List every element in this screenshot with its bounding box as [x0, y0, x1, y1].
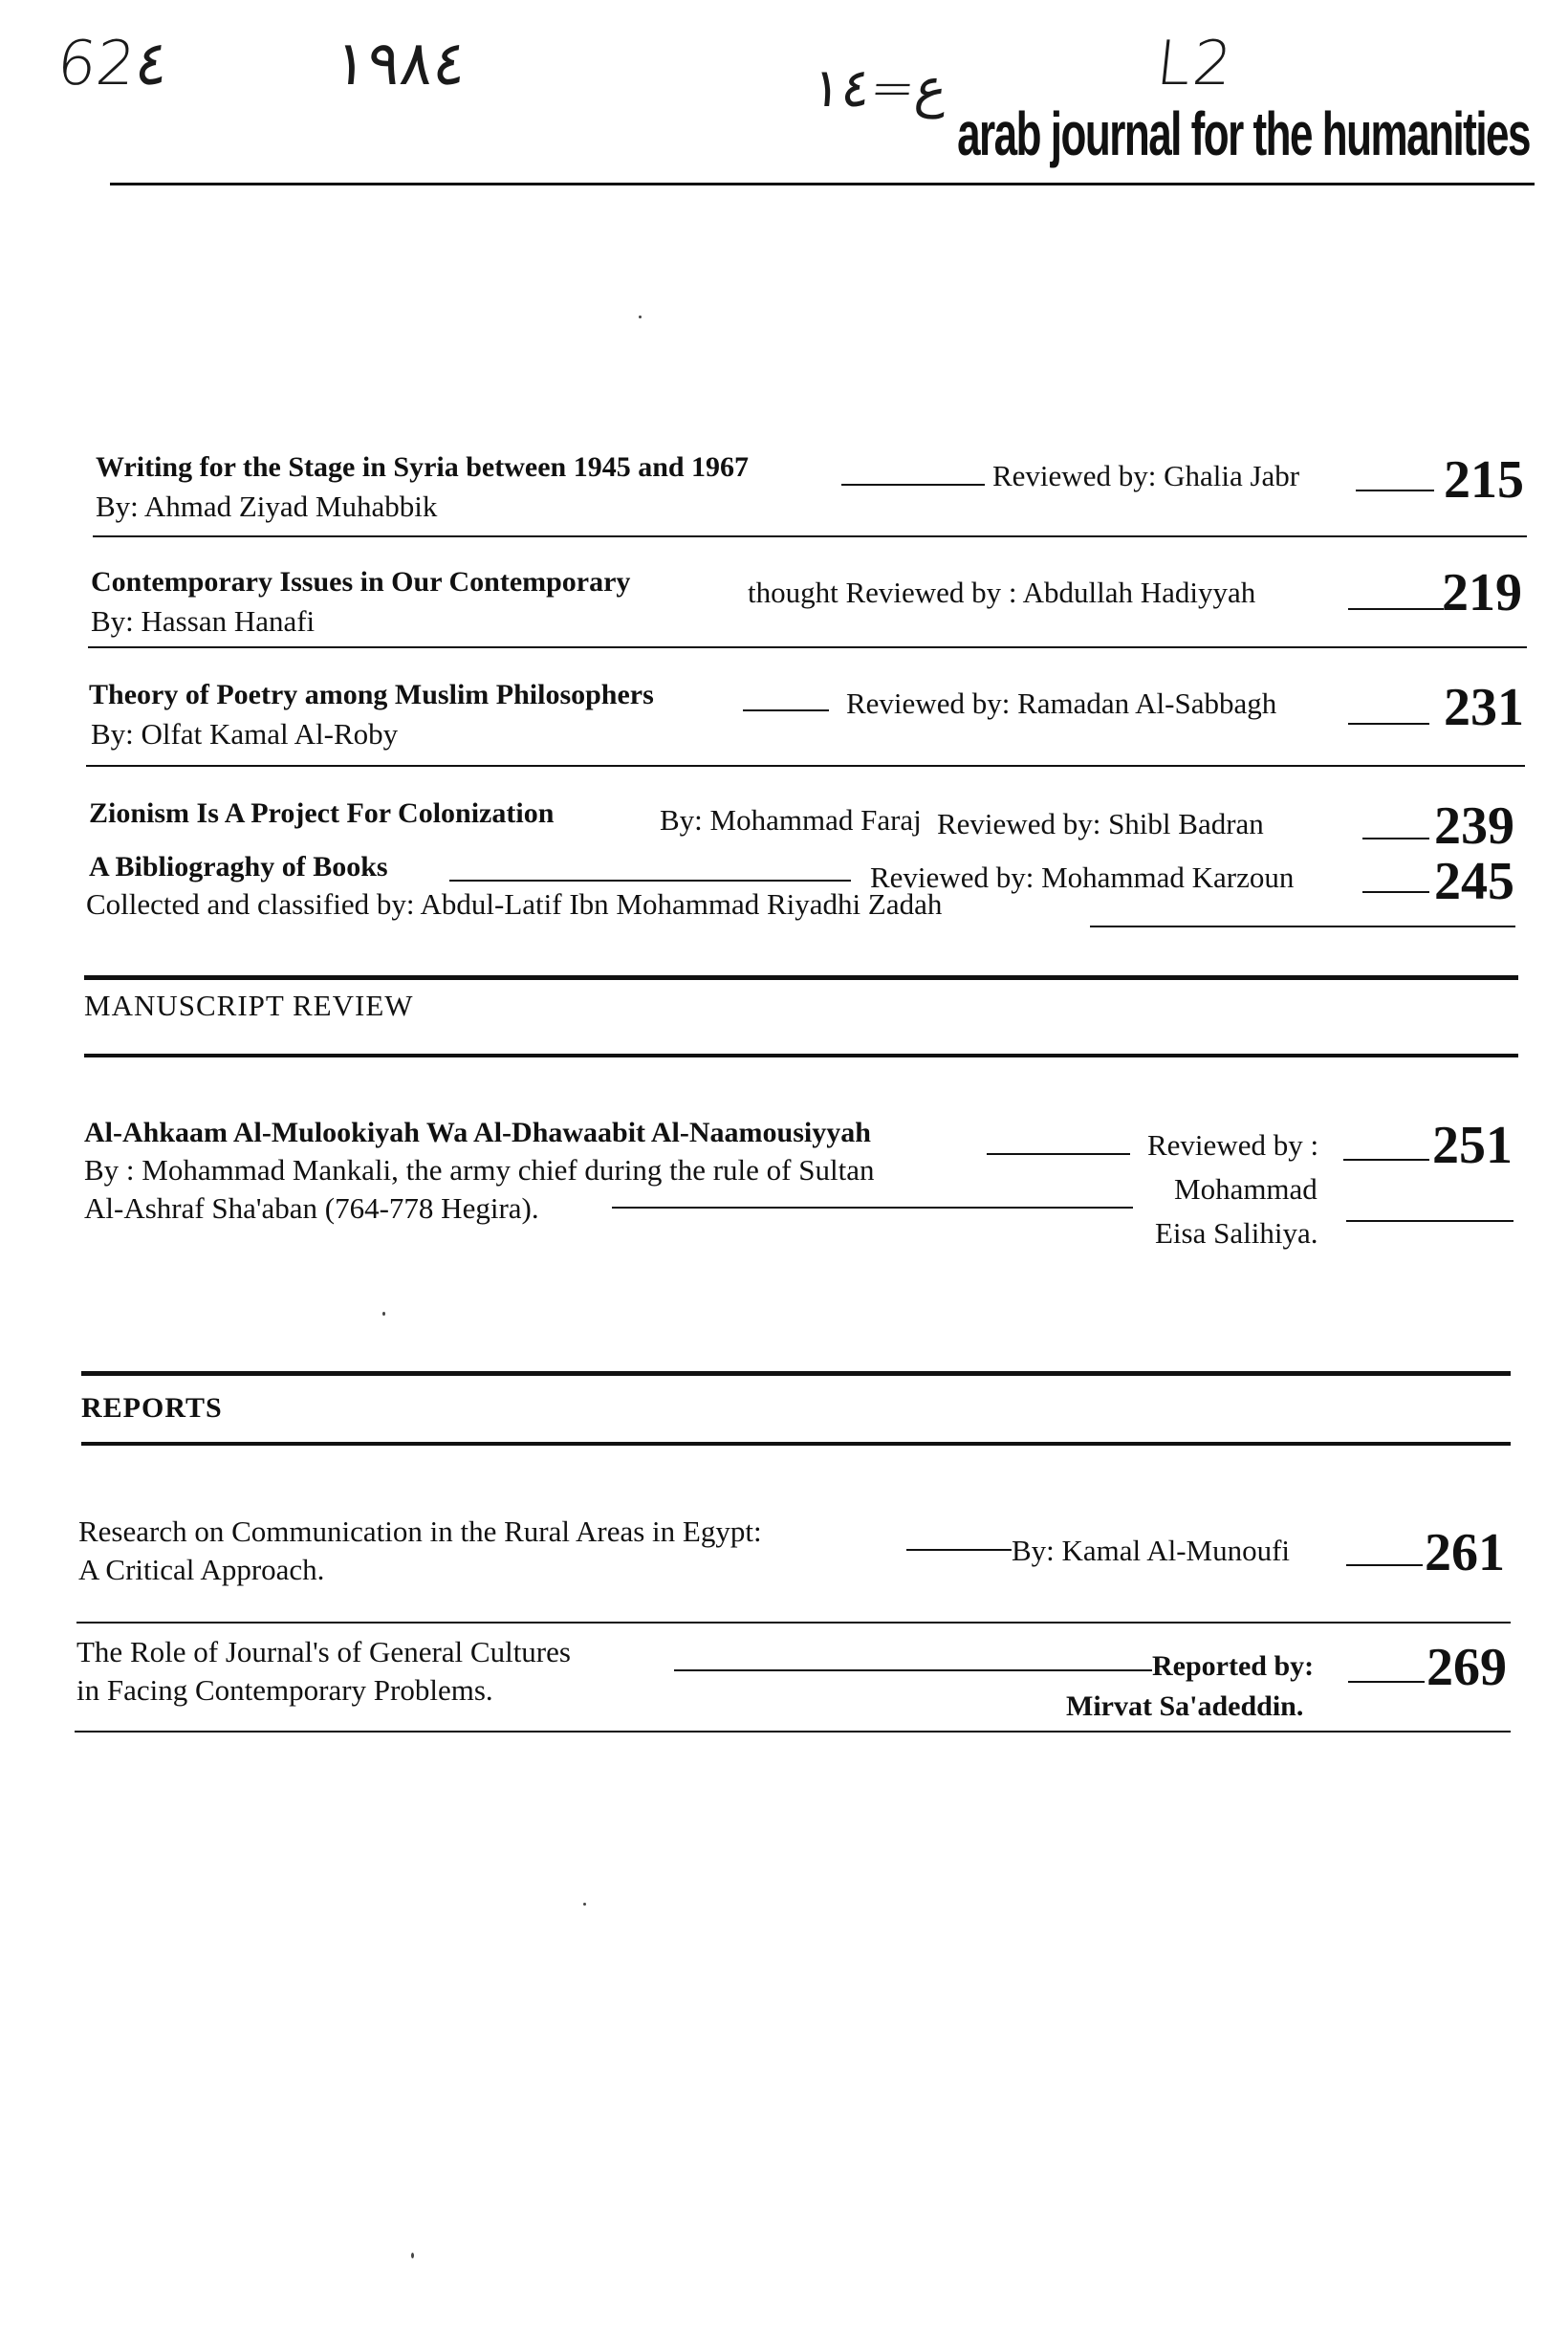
report-author: By: Kamal Al-Munoufi — [1012, 1534, 1291, 1567]
manuscript-title: Al-Ahkaam Al-Mulookiyah Wa Al-Dhawaabit Al-Naamousiyyah — [84, 1117, 871, 1148]
report-author-name: Mirvat Sa'adeddin. — [1066, 1690, 1304, 1722]
manuscript-reviewer-label: Reviewed by : — [1147, 1128, 1319, 1162]
report-author-label: Reported by: — [1152, 1650, 1315, 1682]
leader-line — [1346, 1564, 1423, 1566]
page-number: 219 — [1442, 563, 1522, 622]
page-number: 231 — [1444, 678, 1524, 737]
section-rule — [81, 1442, 1511, 1446]
leader-line — [743, 709, 829, 711]
leader-line — [1346, 1220, 1514, 1222]
handwritten-issue: ع=١٤ — [809, 57, 950, 120]
scan-speck — [583, 1903, 586, 1906]
leader-line — [612, 1207, 1133, 1209]
manuscript-reviewer-name: Mohammad — [1174, 1172, 1318, 1206]
leader-line — [1343, 1159, 1429, 1161]
page-number: 239 — [1434, 796, 1514, 856]
entry-reviewer: Reviewed by: Mohammad Karzoun — [870, 861, 1295, 894]
page-number: 245 — [1434, 852, 1514, 911]
section-rule — [81, 1371, 1511, 1376]
entry-reviewer: Reviewed by: Ramadan Al-Sabbagh — [846, 687, 1277, 720]
header-rule — [110, 183, 1535, 185]
entry-divider — [93, 535, 1527, 537]
leader-line — [1348, 608, 1444, 610]
page-number: 261 — [1425, 1523, 1505, 1582]
entry-divider — [76, 1622, 1511, 1624]
entry-title: Writing for the Stage in Syria between 1945 and 1967 — [96, 451, 750, 483]
entry-reviewer: Reviewed by: Shibl Badran — [937, 807, 1264, 840]
leader-line — [1090, 926, 1515, 927]
leader-line — [449, 880, 851, 882]
scan-speck — [411, 2253, 414, 2258]
section-rule — [84, 975, 1518, 980]
leader-line — [1362, 838, 1429, 839]
entry-title: Theory of Poetry among Muslim Philosophers — [89, 679, 654, 710]
leader-line — [1362, 891, 1429, 893]
handwritten-mark: 62٤ — [54, 29, 172, 99]
entry-divider — [86, 765, 1525, 767]
entry-author: By: Hassan Hanafi — [91, 604, 316, 638]
entry-reviewer: thought Reviewed by : Abdullah Hadiyyah — [748, 576, 1256, 609]
page-number: 215 — [1444, 450, 1524, 510]
manuscript-reviewer-name: Eisa Salihiya. — [1155, 1216, 1318, 1250]
leader-line — [1348, 723, 1429, 725]
entry-author: By: Ahmad Ziyad Muhabbik — [96, 490, 438, 523]
entry-author: By: Mohammad Faraj — [660, 803, 922, 837]
entry-author: Collected and classified by: Abdul-Latif Ibn Mohammad Riyadhi Zadah — [86, 887, 943, 921]
leader-line — [906, 1549, 1012, 1551]
section-heading-reports: REPORTS — [81, 1392, 223, 1424]
entry-divider — [75, 1731, 1511, 1733]
entry-title: A Bibliograghy of Books — [89, 851, 388, 883]
leader-line — [841, 484, 985, 486]
scan-speck — [639, 316, 642, 318]
entry-title: Zionism Is A Project For Colonization — [89, 797, 555, 829]
leader-line — [1356, 490, 1434, 491]
scan-speck — [382, 1312, 385, 1316]
handwritten-code: L2 — [1153, 29, 1238, 99]
journal-title: arab journal for the humanities — [957, 100, 1530, 169]
report-title: The Role of Journal's of General Cultures — [76, 1635, 571, 1668]
entry-author: By: Olfat Kamal Al-Roby — [91, 717, 399, 751]
leader-line — [987, 1153, 1130, 1155]
section-heading-manuscript: MANUSCRIPT REVIEW — [84, 989, 414, 1022]
handwritten-year: ١٩٨٤ — [331, 29, 470, 99]
section-rule — [84, 1054, 1518, 1057]
entry-title: Contemporary Issues in Our Contemporary — [91, 566, 631, 598]
report-title: in Facing Contemporary Problems. — [76, 1673, 493, 1707]
page-number: 251 — [1432, 1116, 1513, 1175]
entry-reviewer: Reviewed by: Ghalia Jabr — [992, 459, 1300, 492]
report-title: Research on Communication in the Rural Areas in Egypt: — [78, 1515, 762, 1548]
leader-line — [674, 1669, 1152, 1671]
report-title: A Critical Approach. — [78, 1553, 325, 1586]
entry-divider — [88, 646, 1527, 648]
manuscript-details: Al-Ashraf Sha'aban (764-778 Hegira). — [84, 1191, 539, 1225]
leader-line — [1348, 1681, 1425, 1683]
manuscript-author: By : Mohammad Mankali, the army chief during the rule of Sultan — [84, 1153, 875, 1187]
page-number: 269 — [1426, 1638, 1507, 1697]
